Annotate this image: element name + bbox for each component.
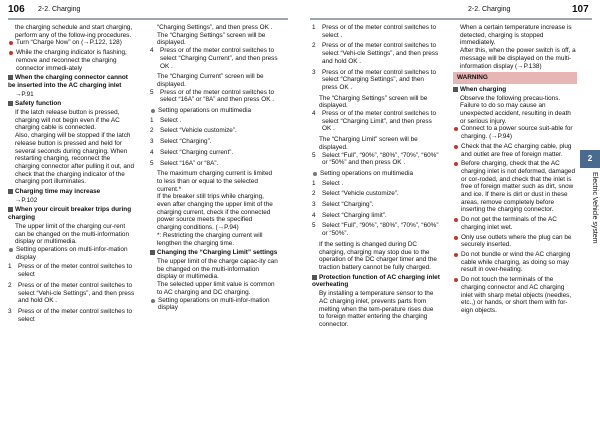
step-item xyxy=(312,42,440,65)
step-text: Press or of the meter control switches to select “Vehi-cle Settings”, and then press and hold OK . xyxy=(18,281,135,305)
chapter-tab: 2 xyxy=(580,150,600,168)
bullet-item: Turn “Charge Now” on (→P.122, 128) xyxy=(8,39,136,47)
step-number: 4 xyxy=(150,148,154,156)
paragraph: The “Charging Settings” screen will be displayed. xyxy=(319,94,428,110)
step-number: 1 xyxy=(312,24,316,31)
step-item xyxy=(312,180,440,188)
step-item xyxy=(312,152,440,167)
left-header-rule xyxy=(8,18,288,20)
paragraph: *: Restricting the charging current will lengthen the charging time. xyxy=(157,231,263,247)
bullet-item: Do not bundle or wind the AC charging cable while charging, as doing so may result in over-heating. xyxy=(453,251,577,274)
column-1 xyxy=(8,24,136,326)
step-number: 2 xyxy=(8,281,12,289)
step-text: Select “Charging limit”. xyxy=(322,211,387,219)
bullet-item: Do not touch the terminals of the charging connector and AC charging inlet with sharp metal objects (needles, etc.,) or hands, or short them with for-eign objects. xyxy=(453,276,577,315)
paragraph: The “Charging Settings” screen will be displayed. xyxy=(157,31,266,47)
paragraph: Also, charging will be stopped if the latch release button is pressed and held for several seconds during charging. When restarting charging, reconnect the charging connector after pulling it out, and check that the charging indicator of the charging port illuminates. xyxy=(15,132,135,186)
step-item xyxy=(150,127,278,135)
step-text: Select “Charging”. xyxy=(160,138,212,146)
step-text: Press or of the meter control switches to select “Charging Limit”, and then press OK . xyxy=(322,110,437,133)
column-3 xyxy=(312,24,440,329)
step-number: 4 xyxy=(312,110,316,118)
step-item xyxy=(312,222,440,237)
paragraph: “Charging Settings”, and then press OK . xyxy=(157,24,273,31)
step-text: Select “Charging”. xyxy=(322,201,374,209)
step-text: Select “16A” or “8A”. xyxy=(160,159,219,167)
paragraph: After this, when the power switch is off, a message will be displayed on the multi-information display (→P.138) xyxy=(460,47,576,70)
section-heading: Changing the “Charging Limit” settings xyxy=(150,249,278,257)
right-page-number: 107 xyxy=(572,4,589,15)
step-item xyxy=(150,149,278,157)
paragraph: The upper limit of the charge capac-ity can be changed on the multi-information display or multimedia. xyxy=(157,257,278,281)
step-text: Press or of the meter control switches to select “Charging Settings”, and then press OK . xyxy=(322,68,437,91)
step-number: 3 xyxy=(312,68,316,76)
sub-bullet: Setting operations on multi-infor-mation display xyxy=(8,246,136,261)
paragraph: When a certain temperature increase is detected, charging is stopped immediately. xyxy=(460,24,572,47)
step-text: Press or of the meter control switches to select “Vehi-cle Settings”, and then press and hold OK . xyxy=(322,42,439,65)
sub-bullet: Setting operations on multimedia xyxy=(150,107,278,115)
step-text: Select . xyxy=(160,116,182,124)
step-number: 1 xyxy=(150,116,154,124)
section-heading: When charging xyxy=(453,86,577,94)
right-section-title: 2-2. Charging xyxy=(468,6,511,13)
step-text: Press or of the meter control switches to select “Charging Current”, and then press OK . xyxy=(160,47,278,70)
paragraph: Failure to do so may cause an unexpected accident, resulting in death or serious injury. xyxy=(460,102,571,125)
step-number: 3 xyxy=(150,138,154,146)
paragraph: If the latch release button is pressed, charging will not begin even if the AC charging cable is connected. xyxy=(15,109,120,132)
step-item xyxy=(8,263,136,278)
left-section-title: 2-2. Charging xyxy=(38,6,81,13)
paragraph: The “Charging Current” screen will be displayed. xyxy=(157,73,264,88)
step-item xyxy=(150,117,278,125)
step-number: 1 xyxy=(8,263,12,271)
step-number: 5 xyxy=(312,151,316,159)
step-number: 2 xyxy=(312,190,316,198)
step-item xyxy=(8,282,136,305)
warning-banner: WARNING xyxy=(453,72,577,84)
step-text: Select “Full”, “90%”, “80%”, “70%”, “60%” or “50%”. xyxy=(322,222,439,238)
right-header-rule xyxy=(310,18,592,20)
step-number: 3 xyxy=(8,307,12,315)
step-number: 4 xyxy=(150,47,154,55)
paragraph: The “Charging Limit” screen will be displayed. xyxy=(319,136,418,151)
bullet-item: While the charging indicator is flashing, remove and reconnect the charging connector immedi-ately xyxy=(8,49,136,72)
paragraph: By installing a temperature sensor to the AC charging inlet, prevents parts from melting when the tem-perature rises due to foreign matter entering the charging connector. xyxy=(319,290,434,328)
paragraph: The maximum charging current is limited to less than or equal to the selected current.* xyxy=(157,170,273,193)
left-page-number: 106 xyxy=(8,4,25,15)
step-item xyxy=(150,47,278,70)
step-text: Press or of the meter control switches to select xyxy=(18,307,133,323)
paragraph: The upper limit of the charging cur-rent can be changed on the multi-information display or multimedia. xyxy=(15,222,130,246)
step-item xyxy=(312,69,440,92)
step-item xyxy=(312,24,440,39)
step-text: Press or of the meter control switches to select “16A” or “8A” and then press OK . xyxy=(160,88,275,104)
step-text: Select “Vehicle customize”. xyxy=(322,190,399,198)
section-heading: When your circuit breaker trips during charging xyxy=(8,206,136,221)
step-number: 5 xyxy=(150,88,154,96)
step-number: 1 xyxy=(312,179,316,187)
step-number: 3 xyxy=(312,201,316,209)
step-item xyxy=(8,308,136,323)
paragraph: The selected upper limit value is common to AC charging and DC charging. xyxy=(157,281,275,296)
step-item xyxy=(150,138,278,146)
step-text: Select “Vehicle customize”. xyxy=(160,127,237,135)
sub-bullet: Setting operations on multimedia xyxy=(312,170,440,178)
step-text: Select “Charging current”. xyxy=(160,148,234,156)
bullet-item: Before charging, check that the AC charging inlet is not deformed, damaged or cor-roded, and check that the inlet is free of foreign matter such as dirt, snow and ice. If there is dirt or dust in these areas, remove completely before inserting the charging connector. xyxy=(453,160,577,214)
step-text: Press or of the meter control switches to select . xyxy=(322,24,437,39)
paragraph: If the breaker still trips while charging, even after changing the upper limit of the charging current, check if the connected power source meets the specified charging conditions. (→P.94) xyxy=(157,193,273,232)
bullet-item: Do not get the terminals of the AC charging inlet wet. xyxy=(453,216,577,231)
step-text: Select . xyxy=(322,179,344,187)
section-heading: When the charging connector cannot be inserted into the AC charging inlet xyxy=(8,74,136,89)
step-text: Press or of the meter control switches to select xyxy=(18,263,133,279)
column-2 xyxy=(150,24,278,314)
paragraph: the charging schedule and start charging, perform any of the follow-ing procedures. xyxy=(15,24,133,39)
step-item xyxy=(312,212,440,220)
step-item xyxy=(150,160,278,168)
column-4 xyxy=(453,24,577,317)
paragraph: →P.91 xyxy=(15,90,34,98)
paragraph: If the setting is changed during DC charging, charging may stop due to the operation of the DC charger timer and the traction battery cannot be fully charged. xyxy=(319,240,437,271)
step-item xyxy=(150,89,278,104)
step-item xyxy=(312,190,440,198)
step-number: 2 xyxy=(150,127,154,135)
bullet-item: Connect to a power source suit-able for charging. (→P.94) xyxy=(453,125,577,140)
step-number: 5 xyxy=(150,159,154,167)
bullet-item: Only use outlets where the plug can be securely inserted. xyxy=(453,234,577,249)
section-heading: Protection function of AC charging inlet overheating xyxy=(312,273,440,289)
step-item xyxy=(312,201,440,209)
page-header xyxy=(0,0,600,22)
chapter-tab-title: Electric Vehicle system xyxy=(591,172,598,244)
paragraph: Observe the following precau-tions. xyxy=(460,94,561,102)
paragraph: →P.102 xyxy=(15,196,38,204)
section-heading: Safety function xyxy=(8,100,136,108)
step-item xyxy=(312,110,440,133)
step-number: 5 xyxy=(312,222,316,230)
section-heading: Charging time may increase xyxy=(8,188,136,196)
bullet-item: Check that the AC charging cable, plug and outlet are free of foreign matter. xyxy=(453,143,577,158)
sub-bullet: Setting operations on multi-infor-mation display xyxy=(150,297,278,312)
step-text: Select “Full”, “90%”, “80%”, “70%”, “60%” or “50%” and then press OK . xyxy=(322,151,439,167)
step-number: 4 xyxy=(312,211,316,219)
step-number: 2 xyxy=(312,42,316,50)
